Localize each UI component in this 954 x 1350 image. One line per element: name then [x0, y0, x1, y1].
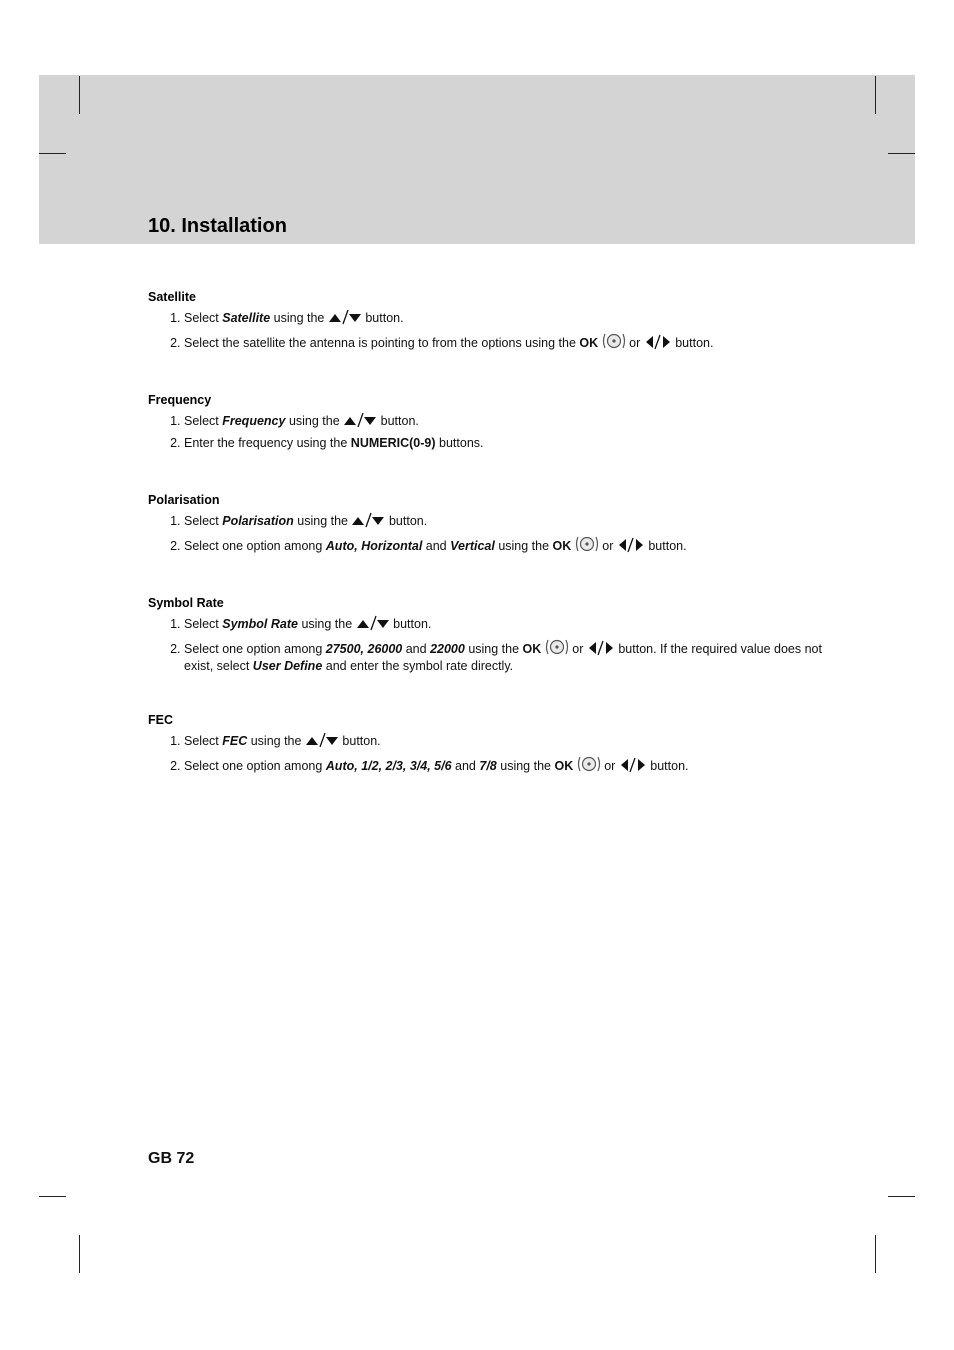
list-item: 1. Select FEC using the button.: [184, 732, 828, 750]
crop-mark: [39, 1196, 66, 1197]
step-list: [148, 732, 828, 775]
page-number: GB 72: [148, 1150, 195, 1167]
step-list: [148, 615, 828, 675]
crop-mark: [888, 153, 915, 154]
left-right-arrow-icon: [619, 757, 647, 773]
up-down-arrow-icon: [343, 412, 377, 428]
list-item: 2. Select the satellite the antenna is pointing to from the options using the OK or button.: [184, 332, 828, 352]
page-title: 10. Installation: [148, 215, 287, 237]
up-down-arrow-icon: [305, 732, 339, 748]
crop-mark: [888, 1196, 915, 1197]
menu-keyword: Polarisation: [222, 514, 294, 528]
section-title: FEC: [148, 713, 173, 727]
section-title: Frequency: [148, 393, 212, 407]
crop-mark: [39, 153, 66, 154]
list-item: 2. Select one option among Auto, Horizontal and Vertical using the OK or button.: [184, 535, 828, 555]
crop-mark: [79, 1235, 80, 1273]
step-list: [148, 412, 828, 452]
list-item: 1. Select Symbol Rate using the button.: [184, 615, 828, 633]
left-right-arrow-icon: [617, 537, 645, 553]
ok-button-icon: [577, 755, 601, 773]
crop-mark: [875, 76, 876, 114]
list-item: 2. Enter the frequency using the NUMERIC(0-9) buttons.: [184, 435, 828, 452]
section-polarisation: [148, 493, 828, 560]
menu-keyword: Frequency: [222, 414, 286, 428]
up-down-arrow-icon: [328, 309, 362, 325]
list-item: 1. Select Frequency using the button.: [184, 412, 828, 430]
section-symbol-rate: [148, 596, 828, 680]
list-item: 1. Select Polarisation using the button.: [184, 512, 828, 530]
step-list: [148, 512, 828, 555]
section-title: Symbol Rate: [148, 596, 224, 610]
list-item: 2. Select one option among Auto, 1/2, 2/3, 3/4, 5/6 and 7/8 using the OK or button.: [184, 755, 828, 775]
section-satellite: [148, 290, 828, 357]
section-title: Polarisation: [148, 493, 220, 507]
menu-keyword: Satellite: [222, 311, 271, 325]
left-right-arrow-icon: [587, 640, 615, 656]
crop-mark: [875, 1235, 876, 1273]
up-down-arrow-icon: [351, 512, 385, 528]
section-title: Satellite: [148, 290, 196, 304]
ok-button-icon: [602, 332, 626, 350]
ok-button-icon: [575, 535, 599, 553]
crop-mark: [79, 76, 80, 114]
left-right-arrow-icon: [644, 334, 672, 350]
ok-button-icon: [545, 638, 569, 656]
step-list: [148, 309, 828, 352]
menu-keyword: FEC: [222, 734, 248, 748]
section-fec: [148, 713, 828, 780]
up-down-arrow-icon: [356, 615, 390, 631]
section-frequency: [148, 393, 828, 457]
list-item: 2. Select one option among 27500, 26000 and 22000 using the OK or button. If the required value does not exist, select User Define and enter the symbol rate directly.: [184, 638, 828, 675]
menu-keyword: Symbol Rate: [222, 617, 298, 631]
list-item: 1. Select Satellite using the button.: [184, 309, 828, 327]
